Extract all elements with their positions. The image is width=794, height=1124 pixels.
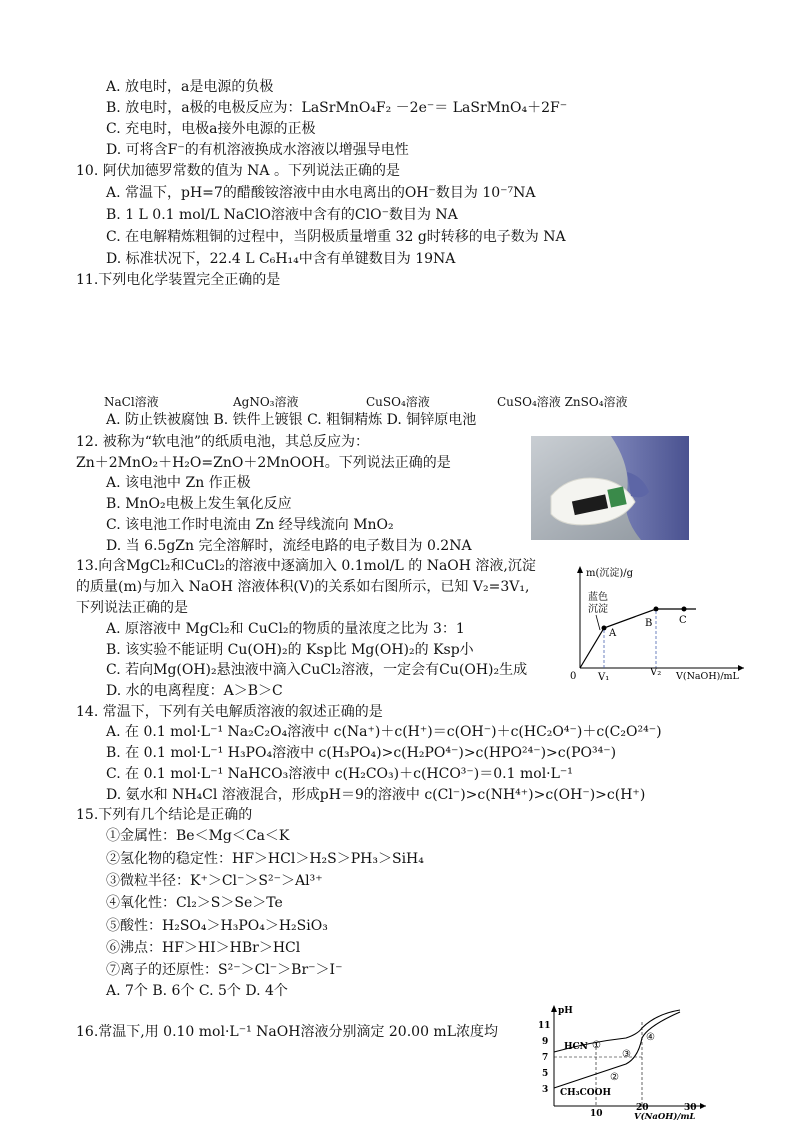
q10-stem: 10. 阿伏加德罗常数的值为 NA 。下列说法正确的是 [76,163,400,179]
q11-stem: 11.下列电化学装置完全正确的是 [76,272,281,288]
q13-v2: V₂ [650,667,662,678]
q13-label-c: C [679,615,687,626]
q16-xlabel: V(NaOH)/mL [634,1112,696,1120]
q16-hcn-label: HCN [564,1042,588,1052]
q14-stem: 14. 常温下，下列有关电解质溶液的叙述正确的是 [76,704,383,720]
q13-option-c: C. 若向Mg(OH)₂悬浊液中滴入CuCl₂溶液，一定会有Cu(OH)₂生成 [106,662,528,678]
q11-solution-c: CuSO₄溶液 [366,395,430,409]
svg-text:30: 30 [684,1103,697,1113]
q15-item-4: ④氧化性：Cl₂＞S＞Se＞Te [106,895,283,911]
q11-options: A. 防止铁被腐蚀 B. 铁件上镀银 C. 粗铜精炼 D. 铜锌原电池 [106,412,477,428]
q15-item-3: ③微粒半径：K⁺＞Cl⁻＞S²⁻＞Al³⁺ [106,873,323,889]
svg-text:3: 3 [542,1085,549,1095]
q15-item-2: ②氢化物的稳定性：HF＞HCl＞H₂S＞PH₃＞SiH₄ [106,851,424,867]
q9-option-c: C. 充电时，电极a接外电源的正极 [106,121,316,137]
q11-solution-b: AgNO₃溶液 [233,395,299,409]
q10-option-c: C. 在电解精炼粗铜的过程中，当阴极质量增重 32 g时转移的电子数为 NA [106,229,566,245]
q12-stem-2: Zn＋2MnO₂＋H₂O=ZnO＋2MnOOH。下列说法正确的是 [76,455,451,471]
svg-text:10: 10 [590,1109,603,1119]
svg-text:11: 11 [538,1021,551,1031]
q12-stem-1: 12. 被称为“软电池”的纸质电池，其总反应为： [76,434,370,450]
q9-option-d: D. 可将含F⁻的有机溶液换成水溶液以增强导电性 [106,142,409,158]
q9-option-b: B. 放电时，a极的电极反应为：LaSrMnO₄F₂ －2e⁻＝ LaSrMnO₄＋2F⁻ [106,100,568,116]
q12-option-c: C. 该电池工作时电流由 Zn 经导线流向 MnO₂ [106,517,394,533]
q16-ch3cooh-label: CH₃COOH [560,1088,611,1098]
q13-stem-2: 的质量(m)与加入 NaOH 溶液体积(V)的关系如右图所示，已知 V₂=3V₁, [76,579,530,595]
q14-option-a: A. 在 0.1 mol·L⁻¹ Na₂C₂O₄溶液中 c(Na⁺)＋c(H⁺)＝c(OH⁻)＋c(HC₂O⁴⁻)＋c(C₂O²⁴⁻) [106,724,662,740]
q13-v1: V₁ [598,672,610,683]
q15-item-7: ⑦离子的还原性：S²⁻＞Cl⁻＞Br⁻＞I⁻ [106,962,343,978]
q11-solution-d: CuSO₄溶液 ZnSO₄溶液 [497,395,628,409]
q12-option-a: A. 该电池中 Zn 作正极 [106,475,251,491]
svg-text:5: 5 [542,1069,549,1079]
svg-text:②: ② [610,1072,619,1083]
svg-text:9: 9 [542,1037,549,1047]
q13-option-b: B. 该实验不能证明 Cu(OH)₂的 Ksp比 Mg(OH)₂的 Ksp小 [106,642,474,658]
q9-option-a: A. 放电时，a是电源的负极 [106,79,274,95]
svg-text:7: 7 [542,1053,549,1063]
q13-origin: 0 [570,671,577,682]
q10-option-d: D. 标准状况下，22.4 L C₆H₁₄中含有单键数目为 19NA [106,251,456,267]
q12-option-b: B. MnO₂电极上发生氧化反应 [106,496,292,512]
paper-battery-photo [531,436,689,540]
q13-label-a: A [609,628,617,639]
svg-text:④: ④ [646,1032,655,1043]
q11-solution-a: NaCl溶液 [104,395,159,409]
q13-option-a: A. 原溶液中 MgCl₂和 CuCl₂的物质的量浓度之比为 3：1 [106,621,465,637]
svg-text:①: ① [592,1040,601,1051]
q13-point-b [654,607,659,612]
q13-note-2: 沉淀 [588,604,608,615]
q10-option-a: A. 常温下，pH=7的醋酸铵溶液中由水电离出的OH⁻数目为 10⁻⁷NA [106,185,536,201]
q13-precipitate-graph [568,560,748,685]
q13-stem-1: 13.向含MgCl₂和CuCl₂的溶液中逐滴加入 0.1mol/L 的 NaOH 溶液,沉淀 [76,558,536,574]
q13-point-c [682,607,687,612]
q15-item-5: ⑤酸性：H₂SO₄＞H₃PO₄＞H₂SiO₃ [106,918,328,934]
q12-option-d: D. 当 6.5gZn 完全溶解时，流经电路的电子数目为 0.2NA [106,538,472,554]
q14-option-d: D. 氨水和 NH₄Cl 溶液混合，形成pH＝9的溶液中 c(Cl⁻)>c(NH⁴⁺)>c(OH⁻)>c(H⁺) [106,787,646,803]
svg-text:20: 20 [636,1103,649,1113]
q16-stem: 16.常温下,用 0.10 mol·L⁻¹ NaOH溶液分别滴定 20.00 mL浓度均 [76,1024,499,1040]
q15-stem: 15.下列有几个结论是正确的 [76,807,253,823]
q15-item-1: ①金属性：Be＜Mg＜Ca＜K [106,828,290,844]
q13-stem-3: 下列说法正确的是 [76,600,188,616]
q13-xlabel: V(NaOH)/mL [676,671,739,682]
q13-note-1: 蓝色 [588,592,608,603]
q10-option-b: B. 1 L 0.1 mol/L NaClO溶液中含有的ClO⁻数目为 NA [106,207,458,223]
q13-point-a [602,626,607,631]
svg-text:③: ③ [622,1049,631,1060]
q16-titration-graph [530,1002,710,1120]
q13-ylabel: m(沉淀)/g [586,568,634,579]
q13-option-d: D. 水的电离程度：A＞B＞C [106,683,283,699]
q15-item-6: ⑥沸点：HF＞HI＞HBr＞HCl [106,940,301,956]
q15-options: A. 7个 B. 6个 C. 5个 D. 4个 [106,983,288,999]
q16-ylabel: pH [558,1006,573,1016]
q13-label-b: B [645,618,653,629]
q14-option-b: B. 在 0.1 mol·L⁻¹ H₃PO₄溶液中 c(H₃PO₄)>c(H₂PO⁴⁻)>c(HPO²⁴⁻)>c(PO³⁴⁻) [106,745,617,761]
q14-option-c: C. 在 0.1 mol·L⁻¹ NaHCO₃溶液中 c(H₂CO₃)＋c(HCO³⁻)＝0.1 mol·L⁻¹ [106,766,573,782]
